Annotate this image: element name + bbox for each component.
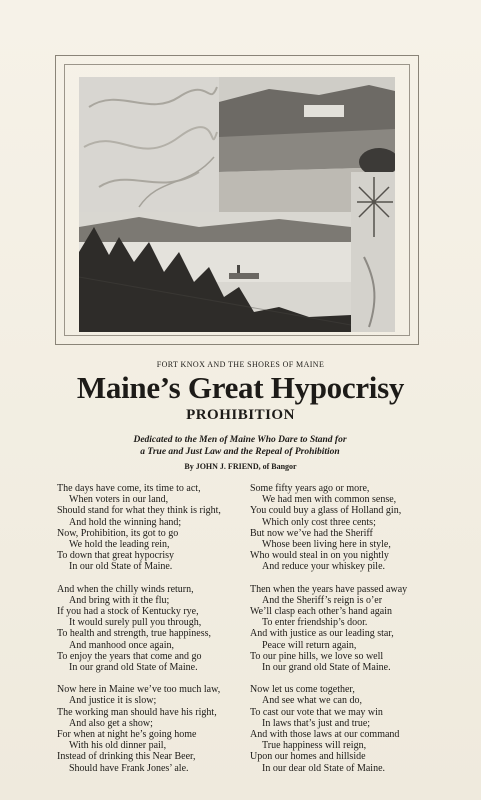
poem-line: The days have come, its time to act, [57, 483, 201, 494]
poem-line: Who would steal in on you nightly [250, 550, 389, 562]
poem-line: When voters in our land, [69, 494, 169, 506]
poem-line: And bring with it the flu; [69, 594, 170, 606]
poem-line: Now let us come together, [250, 684, 355, 696]
poem-line: Peace will return again, [262, 639, 357, 651]
poem-line: Now, Prohibition, its got to go [57, 527, 179, 539]
poem-line: It would surely pull you through, [69, 617, 202, 629]
poem-line: To cast our vote that we may win [250, 706, 383, 718]
stanza [57, 684, 237, 774]
poem-line: We’ll clasp each other’s hand again [250, 606, 393, 618]
poem-line: Then when the years have passed away [250, 583, 408, 595]
poem-line: But now we’ve had the Sheriff [250, 527, 373, 539]
poem-line: And also get a show; [69, 717, 153, 729]
poem-line: And when the chilly winds return, [57, 583, 194, 595]
poem-line: You could buy a glass of Holland gin, [250, 505, 402, 517]
stanza [57, 483, 237, 573]
poem-left-column [57, 483, 237, 785]
dedication-line: Dedicated to the Men of Maine Who Dare to Stand for [133, 435, 347, 445]
poem-line: Some fifty years ago or more, [250, 483, 370, 494]
poem-right-column [250, 483, 430, 785]
poem-line: To enjoy the years that come and go [57, 650, 202, 662]
poem-line: In laws that’s just and true; [262, 717, 371, 729]
poem-line: For when at night he’s going home [57, 729, 197, 741]
poem-line: Should have Frank Jones’ ale. [69, 762, 189, 774]
poem-line: In our grand old State of Maine. [69, 662, 198, 674]
author-byline: By JOHN J. FRIEND, of Bangor [184, 462, 297, 471]
dedication [90, 434, 390, 458]
stanza [57, 584, 237, 674]
poem-line: Now here in Maine we’ve too much law, [57, 684, 221, 696]
poem-line: And see what we can do, [262, 695, 362, 707]
poem-line: And justice it is slow; [69, 695, 157, 707]
poem-line: To enter friendship’s door. [262, 617, 368, 629]
poem-line: In our grand old State of Maine. [262, 662, 391, 674]
ornament-panel [79, 77, 219, 212]
poem-line: We hold the leading rein, [69, 539, 170, 551]
dedication-line: a True and Just Law and the Repeal of Prohibition [140, 447, 340, 457]
poem-line: And the Sheriff’s reign is o’er [262, 594, 383, 606]
poem-line: Instead of drinking this Near Beer, [57, 751, 196, 763]
stanza [250, 584, 430, 674]
poem-line: True happiness will reign, [262, 740, 367, 752]
poem-line: To our pine hills, we love so well [250, 650, 384, 662]
photo-caption: FORT KNOX AND THE SHORES OF MAINE [156, 360, 325, 369]
poem-line: And with justice as our leading star, [250, 628, 394, 640]
poem-line: To health and strength, true happiness, [57, 628, 211, 640]
poem-line: Upon our homes and hillside [250, 751, 366, 763]
poem-line: If you had a stock of Kentucky rye, [57, 606, 199, 618]
poem-line: We had men with common sense, [262, 494, 397, 506]
poem-line: And manhood once again, [69, 639, 174, 651]
poem-line: And reduce your whiskey pile. [262, 561, 386, 573]
stanza [250, 684, 430, 774]
poem-line: Which only cost three cents; [262, 516, 376, 528]
poem-line: To down that great hypocrisy [57, 550, 175, 562]
page-subtitle: PROHIBITION [186, 407, 295, 423]
poem-line: The working man should have his right, [57, 706, 217, 718]
page-title: Maine’s Great Hypocrisy [76, 370, 405, 405]
poem-line: With his old dinner pail, [69, 740, 167, 752]
fort-knox-photograph [79, 77, 395, 332]
poem-line: And with those laws at our command [250, 729, 400, 741]
poem-line: Should stand for what they think is right, [57, 505, 221, 517]
poem-line: In our old State of Maine. [69, 561, 173, 573]
stanza [250, 483, 430, 573]
poem-line: In our dear old State of Maine. [262, 762, 386, 774]
poem-line: Whose been living here in style, [262, 539, 391, 551]
poem-line: And hold the winning hand; [69, 516, 182, 528]
photo-illustration [79, 77, 395, 332]
